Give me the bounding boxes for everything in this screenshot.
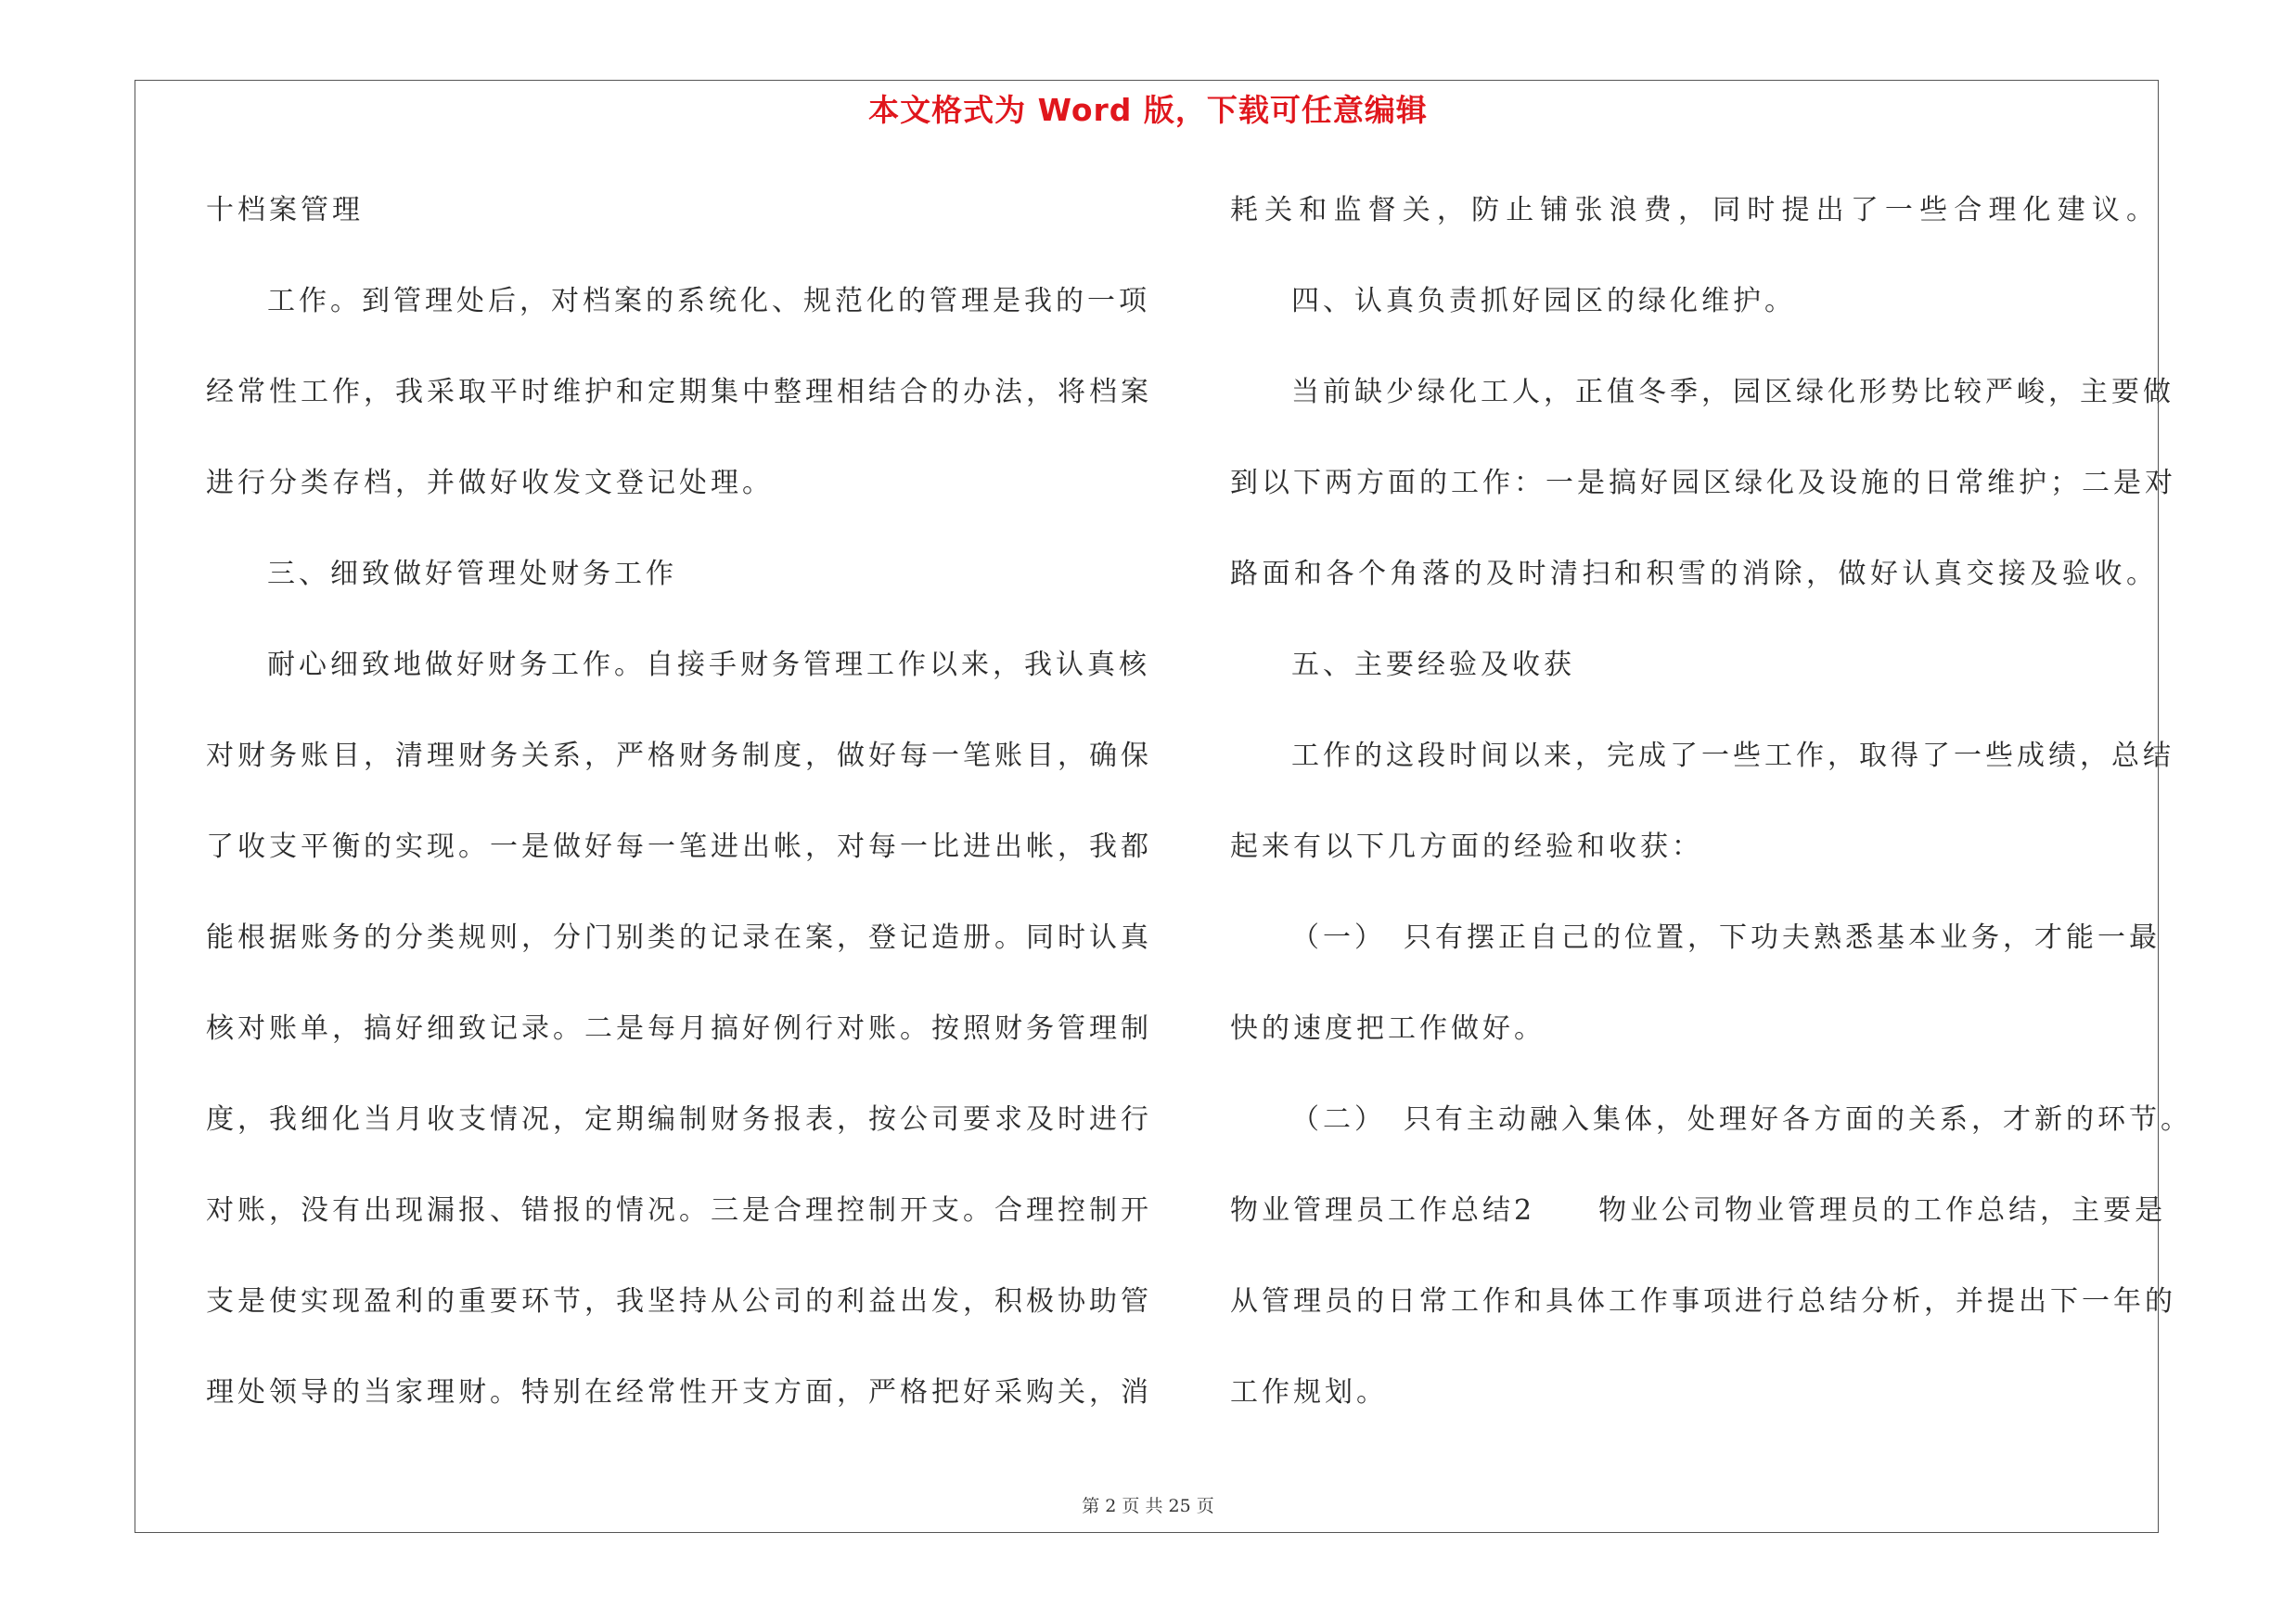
paragraph-line: 耗关和监督关，防止铺张浪费，同时提出了一些合理化建议。	[1230, 194, 2158, 226]
paragraph-line: 从管理员的日常工作和具体工作事项进行总结分析，并提出下一年的	[1230, 1285, 2176, 1318]
section-heading: 五、主要经验及收获	[1291, 649, 1575, 681]
paragraph-line: 了收支平衡的实现。一是做好每一笔进出帐，对每一比进出帐，我都	[206, 831, 1152, 863]
paragraph-line: 经常性工作，我采取平时维护和定期集中整理相结合的办法，将档案	[206, 376, 1152, 408]
paragraph-line: 工作。到管理处后，对档案的系统化、规范化的管理是我的一项	[267, 285, 1150, 317]
paragraph-line: 物业管理员工作总结2 物业公司物业管理员的工作总结，主要是	[1230, 1194, 2167, 1227]
paragraph-line: 十档案管理	[206, 194, 364, 226]
paragraph-line: 快的速度把工作做好。	[1230, 1012, 1546, 1045]
paragraph-line: 理处领导的当家理财。特别在经常性开支方面，严格把好采购关，消	[206, 1376, 1152, 1409]
list-item-line: （二） 只有主动融入集体，处理好各方面的关系，才新的环节。	[1291, 1103, 2192, 1136]
paragraph-line: 路面和各个角落的及时清扫和积雪的消除，做好认真交接及验收。	[1230, 558, 2158, 590]
paragraph-line: 当前缺少绿化工人，正值冬季，园区绿化形势比较严峻，主要做	[1291, 376, 2174, 408]
paragraph-line: 能根据账务的分类规则，分门别类的记录在案，登记造册。同时认真	[206, 921, 1152, 954]
paragraph-line: 起来有以下几方面的经验和收获：	[1230, 831, 1703, 863]
paragraph-line: 度，我细化当月收支情况，定期编制财务报表，按公司要求及时进行	[206, 1103, 1152, 1136]
paragraph-line: 工作规划。	[1230, 1376, 1388, 1409]
format-banner: 本文格式为 Word 版，下载可任意编辑	[868, 92, 1428, 128]
paragraph-line: 核对账单，搞好细致记录。二是每月搞好例行对账。按照财务管理制	[206, 1012, 1152, 1045]
list-item-line: （一） 只有摆正自己的位置，下功夫熟悉基本业务，才能一最	[1291, 921, 2161, 954]
paragraph-line: 工作的这段时间以来，完成了一些工作，取得了一些成绩，总结	[1291, 740, 2174, 772]
paragraph-line: 对财务账目，清理财务关系，严格财务制度，做好每一笔账目，确保	[206, 740, 1152, 772]
section-heading: 四、认真负责抓好园区的绿化维护。	[1291, 285, 1796, 317]
paragraph-line: 支是使实现盈利的重要环节，我坚持从公司的利益出发，积极协助管	[206, 1285, 1152, 1318]
paragraph-line: 耐心细致地做好财务工作。自接手财务管理工作以来，我认真核	[267, 649, 1150, 681]
page-number: 第 2 页 共 25 页	[1082, 1496, 1214, 1516]
section-heading: 三、细致做好管理处财务工作	[267, 558, 677, 590]
right-column	[1230, 185, 2192, 1458]
paragraph-line: 进行分类存档，并做好收发文登记处理。	[206, 467, 774, 499]
paragraph-line: 到以下两方面的工作：一是搞好园区绿化及设施的日常维护；二是对	[1230, 467, 2176, 499]
left-column	[206, 185, 1152, 1458]
paragraph-line: 对账，没有出现漏报、错报的情况。三是合理控制开支。合理控制开	[206, 1194, 1152, 1227]
